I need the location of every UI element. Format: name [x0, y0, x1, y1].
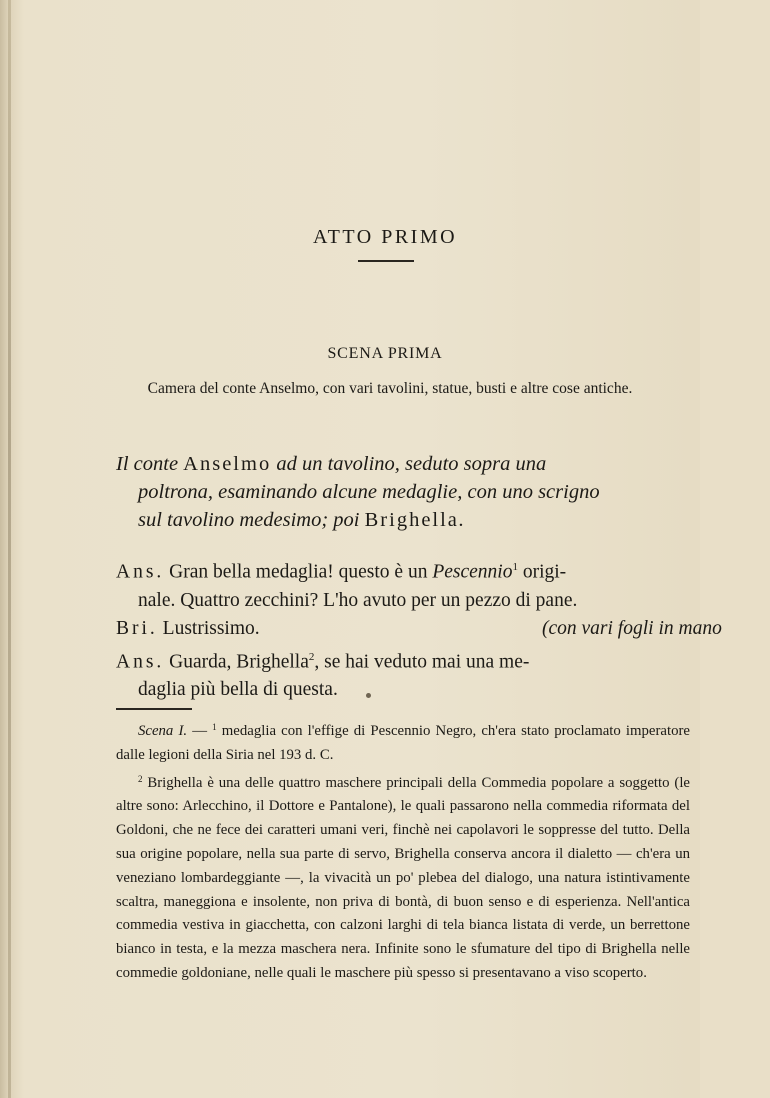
dialogue	[116, 553, 722, 704]
footnote-divider	[116, 708, 192, 710]
dialogue-text: Gran bella medaglia! questo è un	[164, 561, 433, 583]
act-title: ATTO PRIMO	[312, 226, 458, 248]
dialogue-line	[116, 553, 690, 587]
footnote-1	[116, 716, 690, 768]
scene-setting: Camera del conte Anselmo, con vari tavolini, statue, busti e altre cose antiche.	[147, 380, 633, 397]
chars-text: sul tavolino medesimo; poi	[138, 509, 365, 531]
dialogue-text: , se hai veduto mai una me-	[314, 651, 530, 672]
chars-text: ad un tavolino, seduto sopra una	[271, 453, 547, 475]
speaker-label: Ans.	[116, 651, 165, 672]
footnotes	[116, 716, 690, 986]
scene-title: SCENA PRIMA	[327, 345, 443, 362]
character-name-anselmo: Anselmo	[183, 453, 272, 475]
dialogue-text: Lustrissimo.	[157, 617, 260, 639]
dialogue-line	[116, 615, 722, 643]
dialogue-line: nale. Quattro zecchini? L'ho avuto per un pezzo di pane.	[138, 589, 578, 611]
page-binding-edge	[8, 0, 11, 1098]
speaker-label: Ans.	[116, 561, 165, 583]
speaker-label: Bri.	[116, 617, 158, 639]
stage-direction: (con vari fogli in mano	[542, 617, 722, 639]
title-divider	[358, 260, 414, 262]
footnote-2	[116, 768, 690, 986]
footnote-scene-label: Scena I.	[138, 723, 188, 739]
footnote-number: 2	[138, 773, 143, 784]
dialogue-line: daglia più bella di questa.	[138, 679, 338, 700]
footnote-text: medaglia con l'effige di Pescennio Negro, ch'era stato proclamato imperatore dalle legioni della Siria nel 193 d. C.	[116, 723, 690, 763]
chars-text: .	[458, 509, 465, 531]
footnote-dash: —	[187, 723, 213, 739]
characters-stage-direction	[116, 450, 664, 534]
footnote-ref: 1	[512, 561, 518, 573]
dialogue-text: origi-	[517, 561, 567, 583]
dialogue-line	[116, 643, 690, 677]
chars-line3	[116, 506, 664, 534]
chars-line1	[116, 453, 546, 475]
dialogue-text: Guarda, Brighella	[164, 651, 309, 672]
chars-line2: poltrona, esaminando alcune medaglie, con uno scrigno	[138, 481, 600, 503]
dialogue-italic: Pescennio	[432, 561, 513, 583]
ink-speck	[366, 693, 371, 698]
footnote-ref: 2	[308, 650, 315, 663]
chars-text: Il conte	[116, 453, 184, 475]
character-name-brighella: Brighella	[364, 509, 459, 531]
footnote-number: 1	[212, 722, 217, 732]
footnote-text: Brighella è una delle quattro maschere principali della Commedia popolare a soggetto (le altre sono: Arlecchino, il Dottore e Pantalone), le quali passarono nella commedia riformata del Goldoni, che ne fece dei caratteri umani veri, finchè nei capolavori le soppresse del tutto. Della sua origine popolare, nella sua parte di servo, Brighella conserva ancora il dialetto — ch'era un veneziano lombardeggiante —, la vivacità un po' plebea del dialogo, una natura istintivamente scaltra, maneggiona e insolente, non priva di bontà, di buon senso e di esperienza. Nell'antica commedia vestiva in giacchetta, con calzoni larghi di tela bianca listata di verde, un berrettone bianco in testa, e la mezza maschera nera. Infinite sono le sfumature del tipo di Brighella nelle commedie goldoniane, nelle quali le maschere più spesso si presentavano a viso scoperto.	[116, 774, 690, 981]
